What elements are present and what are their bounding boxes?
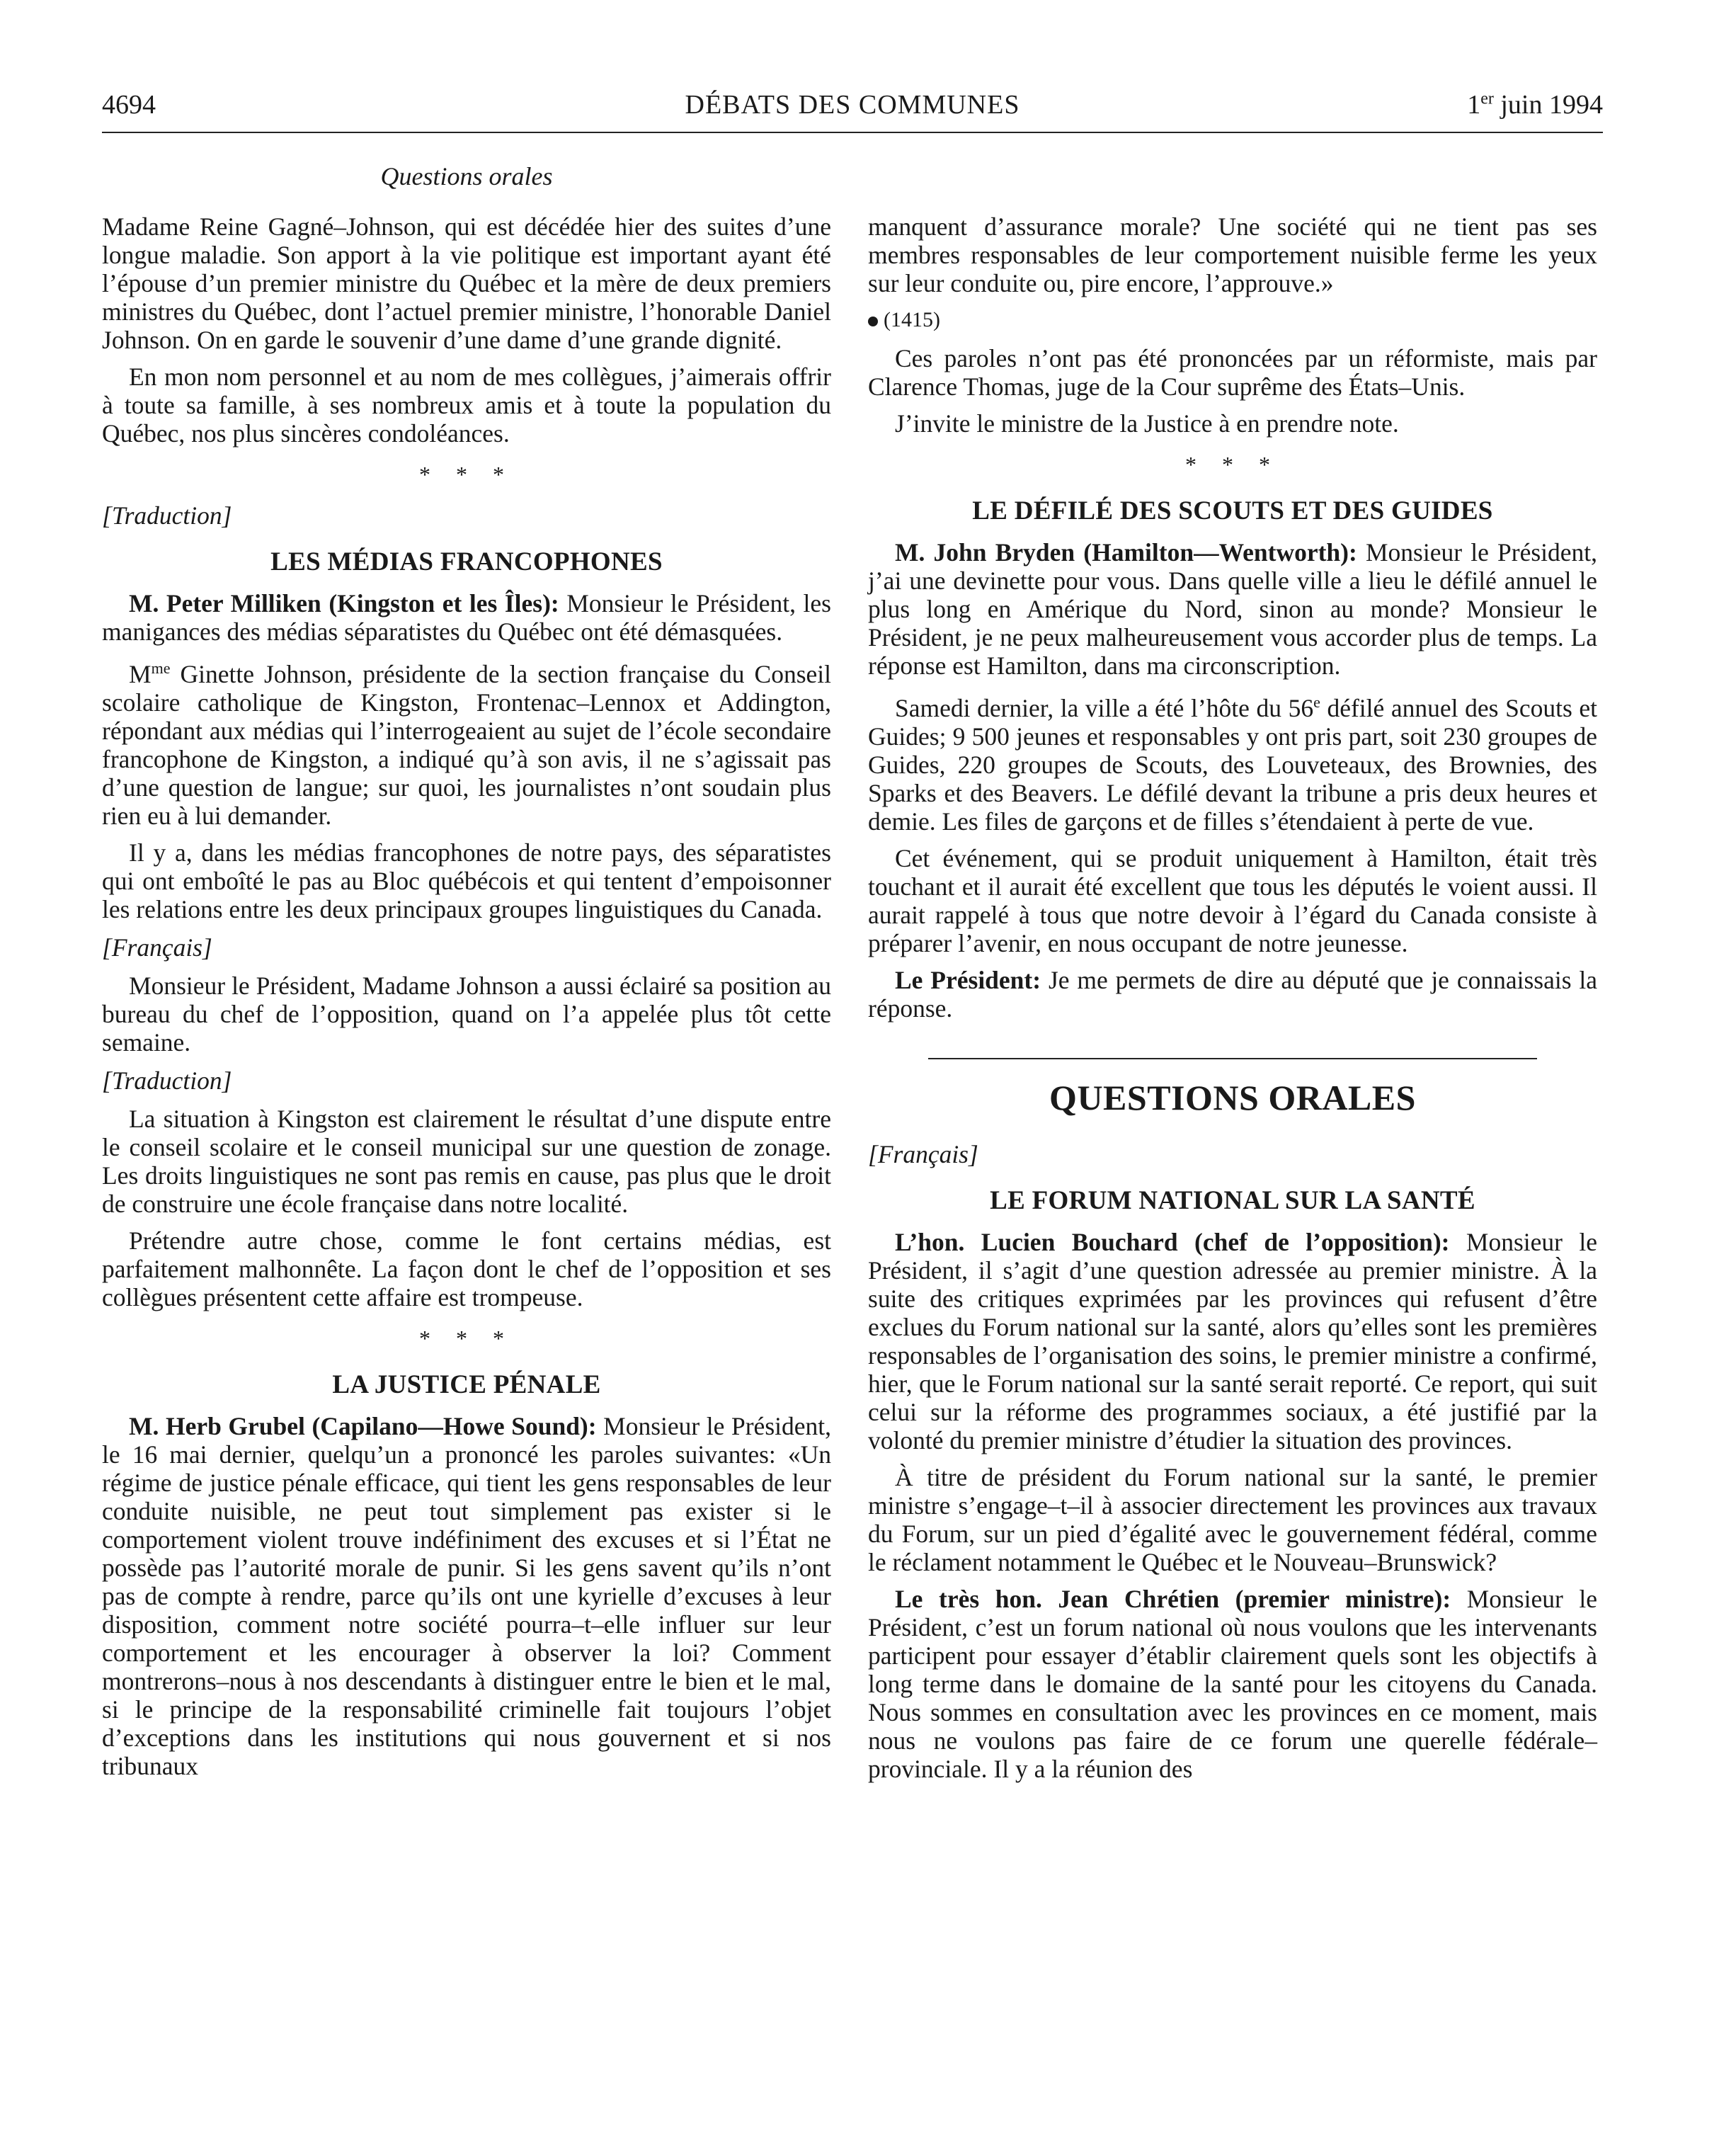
section-label: Questions orales — [380, 162, 553, 190]
section-heading: LE FORUM NATIONAL SUR LA SANTÉ — [990, 1185, 1475, 1215]
speaker-name: M. Peter Milliken (Kingston et les Îles): — [129, 589, 559, 617]
date-ordinal: er — [1480, 89, 1494, 108]
section-separator: * * * — [1185, 452, 1280, 477]
speech-text: Monsieur le Président, les manigances des médias séparatistes du Québec ont été démasquées. — [102, 589, 831, 646]
paragraph: À titre de président du Forum national sur la santé, le premier ministre s’engage–t–il à associer directement les provinces aux travaux du Forum, sur un pied d’égalité avec le gouvernement fédéral, comme le réclament notamment le Québec et le Nouveau–Brunswick? — [868, 1462, 1597, 1576]
paragraph: Madame Reine Gagné–Johnson, qui est décédée hier des suites d’une longue maladie. Son apport à la vie politique est important ayant été l’épouse d’un premier ministre du Québec et la mère de deux premiers ministres du Québec, dont l’actuel premier ministre, l’honorable Daniel Johnson. On en garde le souvenir d’une dame d’une grande dignité. — [102, 212, 831, 354]
paragraph: En mon nom personnel et au nom de mes collègues, j’aimerais offrir à toute sa famille, à ses nombreux amis et à toute la population du Québec, nos plus sincères condoléances. — [102, 363, 831, 448]
paragraph — [868, 538, 1597, 680]
language-note: [Traduction] — [102, 1066, 232, 1095]
major-section-heading: QUESTIONS ORALES — [1049, 1077, 1416, 1117]
speech-text: Ginette Johnson, présidente de la section française du Conseil scolaire catholique de Kingston, Frontenac–Lennox et Addington, répondant aux médias qui l’interrogeaient au sujet de l’école secondaire francophone de Kingston, a indiqué qu’à son avis, il ne s’agissait pas d’une question de langue; sur quoi, les journalistes n’ont soudain plus rien eu à lui demander. — [102, 659, 831, 830]
section-heading: LA JUSTICE PÉNALE — [332, 1369, 601, 1399]
speech-text: Monsieur le Président, le 16 mai dernier, quelqu’un a prononcé les paroles suivantes: «Un régime de justice pénale efficace, qui tient les gens responsables de leur conduite nuisible, ne peut tout simplement pas exister si le comportement violent trouve indéfiniment des excuses et si l’État ne possède pas l’autorité morale de punir. Si les gens savent qu’ils n’ont pas de compte à rendre, parce qu’ils ont une kyrielle d’excuses à leur disposition, comment notre société pourra–t–elle influer sur leur comportement et les encourager à observer la loi? Comment montrerons–nous à nos descendants à distinguer entre le bien et le mal, si le principe de la responsabilité criminelle fait toujours l’objet d’exceptions dans les institutions qui nous gouvernent et si nos tribunaux — [102, 1411, 831, 1780]
paragraph: Il y a, dans les médias francophones de notre pays, des séparatistes qui ont emboîté le pas au Bloc québécois et qui tentent d’empoisonner les relations entre les deux principaux groupes linguistiques du Canada. — [102, 838, 831, 923]
paragraph — [102, 589, 831, 646]
speaker-name: L’hon. Lucien Bouchard (chef de l’opposition): — [895, 1227, 1450, 1256]
speech-text: défilé annuel des Scouts et Guides; 9 500 jeunes et responsables y ont pris part, soit 230 groupes de Guides, 220 groupes de Scouts, des Louveteaux, des Brownies, des Sparks et des Beavers. Le défilé devant la tribune a pris deux heures et demie. Les files de garçons et de filles s’étendaient à perte de vue. — [868, 693, 1598, 836]
speaker-name: Le Président: — [895, 965, 1041, 994]
section-separator: * * * — [419, 1325, 514, 1351]
speech-text: Samedi dernier, la ville a été l’hôte du 56 — [895, 693, 1314, 722]
left-column — [102, 212, 831, 1789]
paragraph — [868, 1585, 1597, 1783]
speaker-name: Le très hon. Jean Chrétien (premier ministre): — [895, 1584, 1451, 1613]
timestamp-text: (1415) — [884, 308, 940, 331]
right-column — [868, 212, 1597, 1792]
ordinal-sup: e — [1313, 693, 1320, 711]
speech-text: Monsieur le Président, j’ai une devinette pour vous. Dans quelle ville a lieu le défilé annuel le plus long en Amérique du Nord, sinon au monde? Monsieur le Président, je ne peux malheureusement vous accorder plus de temps. La réponse est Hamilton, dans ma circonscription. — [868, 538, 1597, 680]
paragraph: manquent d’assurance morale? Une société qui ne tient pas ses membres responsables de leur comportement nuisible ferme les yeux sur leur conduite ou, pire encore, l’approuve.» — [868, 212, 1597, 297]
paragraph — [102, 1412, 831, 1780]
journal-title: DÉBATS DES COMMUNES — [685, 90, 1020, 120]
speech-text: Monsieur le Président, il s’agit d’une question adressée au premier ministre. À la suite des critiques exprimées par les provinces qui refusent d’être exclues du Forum national sur la santé, alors qu’elles sont les premières responsables de l’organisation des soins, le premier ministre a confirmé, hier, que le Forum national sur la santé serait reporté. Ce report, qui suit celui sur la réforme des programmes sociaux, a été justifié par la volonté du premier ministre d’étudier la situation des provinces. — [868, 1227, 1597, 1454]
paragraph: J’invite le ministre de la Justice à en prendre note. — [895, 409, 1399, 438]
section-separator: * * * — [419, 462, 514, 487]
language-note: [Traduction] — [102, 501, 232, 530]
paragraph — [868, 966, 1597, 1023]
paragraph — [868, 688, 1597, 836]
date-month-year: juin 1994 — [1493, 90, 1603, 120]
language-note: [Français] — [102, 933, 212, 962]
paragraph: Ces paroles n’ont pas été prononcées par un réformiste, mais par Clarence Thomas, juge de la Cour suprême des États–Unis. — [868, 344, 1597, 401]
page-number: 4694 — [102, 90, 156, 120]
paragraph — [102, 654, 831, 830]
paragraph — [868, 1228, 1597, 1454]
speech-text: Monsieur le Président, c’est un forum national où nous voulons que les intervenants participent pour essayer d’établir clairement quels sont les objectifs à long terme dans le domaine de la santé pour les citoyens du Canada. Nous sommes en consultation avec les provinces en ce moment, mais nous ne voulons pas faire de ce forum une querelle fédérale–provinciale. Il y a la réunion des — [868, 1584, 1597, 1783]
running-head — [102, 89, 1603, 132]
speaker-name: M. Herb Grubel (Capilano—Howe Sound): — [129, 1411, 597, 1440]
paragraph: La situation à Kingston est clairement le résultat d’une dispute entre le conseil scolaire et le conseil municipal sur une question de zonage. Les droits linguistiques ne sont pas remis en cause, pas plus que le droit de construire une école française dans notre localité. — [102, 1104, 831, 1218]
paragraph: Monsieur le Président, Madame Johnson a aussi éclairé sa position au bureau du chef de l’opposition, quand on l’a appelée plus tôt cette semaine. — [102, 971, 831, 1057]
section-divider — [928, 1058, 1537, 1059]
speaker-name: M. John Bryden (Hamilton—Wentworth): — [895, 538, 1357, 566]
timestamp — [868, 306, 1597, 334]
date-day: 1 — [1467, 90, 1481, 120]
section-heading: LES MÉDIAS FRANCOPHONES — [270, 547, 663, 576]
honorific: M — [129, 659, 152, 688]
language-note: [Français] — [868, 1139, 978, 1168]
section-heading: LE DÉFILÉ DES SCOUTS ET DES GUIDES — [972, 496, 1493, 525]
honorific-sup: me — [151, 659, 171, 677]
paragraph: Prétendre autre chose, comme le font certains médias, est parfaitement malhonnête. La façon dont le chef de l’opposition et ses collègues présentent cette affaire est trompeuse. — [102, 1226, 831, 1311]
bullet-icon — [868, 317, 878, 326]
issue-date — [1467, 89, 1603, 120]
paragraph: Cet événement, qui se produit uniquement à Hamilton, était très touchant et il aurait été excellent que tous les députés le voient aussi. Il aurait rappelé à tous que notre devoir à l’égard du Canada consiste à préparer l’avenir, en nous occupant de notre jeunesse. — [868, 843, 1597, 957]
header-rule — [102, 132, 1603, 133]
speech-text: Je me permets de dire au député que je connaissais la réponse. — [868, 965, 1597, 1023]
